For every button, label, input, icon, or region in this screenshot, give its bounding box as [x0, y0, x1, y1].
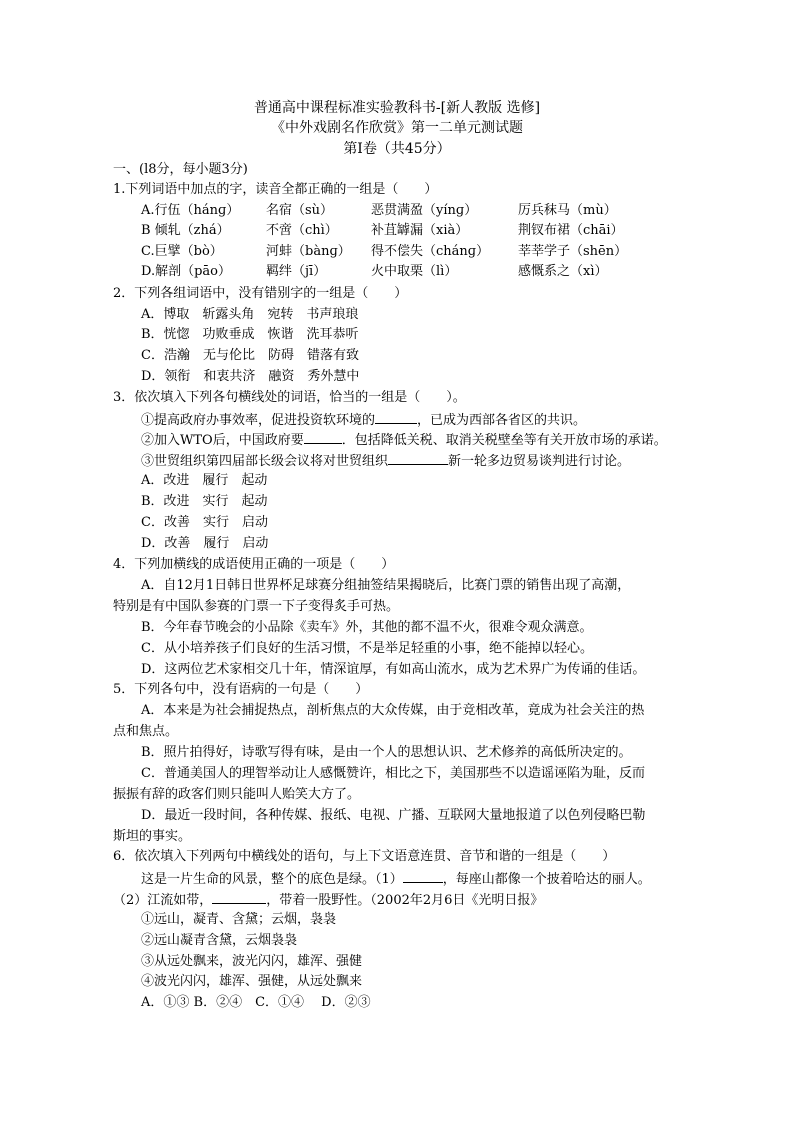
- q4-option-d: D．这两位艺术家相交几十年，情深谊厚，有如高山流水，成为艺术界广为传诵的佳话。: [141, 662, 646, 677]
- volume-title: 第Ⅰ卷（共45分）: [343, 141, 451, 157]
- q3-s2-text-before: ②加入WTO后，中国政府要: [141, 433, 304, 448]
- q3-option-b: B．改进 实行 起动: [141, 494, 268, 509]
- q1-option-c-2: 河蚌（bànɡ）: [266, 244, 351, 259]
- q3-option-c: C．改善 实行 启动: [141, 515, 268, 530]
- q1-option-d-3: 火中取栗（lì）: [371, 264, 458, 279]
- q2-option-a: A．博取 斩露头角 宛转 书声琅琅: [141, 307, 359, 322]
- q3-s2-text-after: ．包括降低关税、取消关税壁垒等有关开放市场的承诺。: [341, 433, 667, 448]
- q1-option-b-1: B 倾轧（zhá）: [141, 223, 230, 238]
- q1-option-c-4: 莘莘学子（shēn）: [518, 244, 628, 259]
- q3-s3-text-after: 新一轮多边贸易谈判进行讨论。: [448, 454, 631, 469]
- q4-option-a-line1: A．自12月1日韩日世界杯足球赛分组抽签结果揭晓后，比赛门票的销售出现了高潮，: [141, 578, 631, 593]
- section-heading: 一、(l8分，每小题3分): [113, 162, 248, 177]
- q1-option-a-4: 厉兵秣马（mù）: [518, 203, 617, 218]
- q5-stem: 5．下列各句中，没有语病的一句是（ ）: [113, 682, 369, 697]
- q3-s1-text-after: ，已成为西部各省区的共识。: [417, 413, 587, 428]
- q6-item-1: ①远山，凝青、含黛；云烟，袅袅: [141, 912, 337, 927]
- q2-option-b: B．恍惚 功败垂成 恢谐 洗耳恭听: [141, 327, 359, 342]
- q6-p2-text-before: （2）江流如带，: [113, 893, 213, 908]
- q6-p1-text-before: 这是一片生命的风景，整个的底色是绿。（1）: [141, 872, 403, 887]
- q3-s1-blank: [375, 409, 417, 424]
- q6-passage-line2: [113, 889, 543, 911]
- q6-p1-text-after: ，每座山都像一个披着哈达的丽人。: [442, 872, 651, 887]
- q5-option-a-line1: A．本来是为社会捕捉热点，剖析焦点的大众传媒，由于竞相改革，竟成为社会关注的热: [141, 703, 645, 718]
- q4-stem: 4．下列加横线的成语使用正确的一项是（ ）: [113, 557, 395, 572]
- q6-answer-options: A．①③ B．②④ C．①④ D．②③: [141, 995, 371, 1010]
- q5-option-c-line2: 振振有辞的政客们则只能叫人贻笑大方了。: [113, 787, 361, 802]
- q5-option-b: B．照片拍得好，诗歌写得有味，是由一个人的思想认识、艺术修养的高低所决定的。: [141, 745, 632, 760]
- q1-option-b-3: 补苴罅漏（xià）: [371, 223, 469, 238]
- q2-option-d: D．领衔 和衷共济 融资 秀外慧中: [141, 369, 360, 384]
- q1-option-b-4: 荆钗布裙（chāi）: [518, 223, 624, 238]
- q4-option-a-line2: 特别是有中国队参赛的门票一下子变得炙手可热。: [113, 599, 400, 614]
- q3-s3-blank: [388, 450, 448, 465]
- q6-passage-line1: [141, 868, 651, 890]
- q6-blank-2: [212, 889, 266, 904]
- q3-s2-blank: [304, 429, 342, 444]
- q5-option-c-line1: C．普通美国人的理智举动让人感慨赞许，相比之下，美国那些不以造谣诬陷为耻，反而: [141, 766, 645, 781]
- q4-option-b: B．今年春节晚会的小品除《卖车》外，其他的都不温不火，很难令观众满意。: [141, 620, 593, 635]
- q1-option-b-2: 不啻（chì）: [266, 223, 338, 238]
- q2-option-c: C．浩瀚 无与伦比 防碍 错落有致: [141, 348, 359, 363]
- q1-option-d-1: D.解剖（pāo）: [141, 264, 231, 279]
- q1-stem: 1.下列词语中加点的字，读音全都正确的一组是（ ）: [113, 182, 438, 197]
- q3-s3-text-before: ③世贸组织第四届部长级会议将对世贸组织: [141, 454, 389, 469]
- q1-option-c-1: C.巨擘（bò）: [141, 244, 223, 259]
- q1-option-a-2: 名宿（sù）: [266, 203, 334, 218]
- q5-option-d-line1: D．最近一段时间，各种传媒、报纸、电视、广播、互联网大量地报道了以色列侵略巴勒: [141, 808, 646, 823]
- q1-option-c-3: 得不偿失（chánɡ）: [371, 244, 490, 259]
- q6-p2-text-after: ，带着一股野性。（2002年2月6日《光明日报》: [266, 893, 544, 908]
- q3-sentence-3: [141, 450, 630, 472]
- q1-option-d-4: 感慨系之（xì）: [518, 264, 608, 279]
- q6-item-3: ③从远处飘来，波光闪闪，雄浑、强健: [141, 954, 363, 969]
- q3-option-d: D．改善 履行 启动: [141, 536, 269, 551]
- q3-stem: 3．依次填入下列各句横线处的词语，恰当的一组是（ ）。: [113, 390, 466, 405]
- q4-option-c: C．从小培养孩子们良好的生活习惯，不是举足轻重的小事，绝不能掉以轻心。: [141, 641, 593, 656]
- q3-sentence-2: [141, 429, 667, 451]
- series-title: 普通高中课程标准实验教科书-[新人教版 选修]: [253, 100, 541, 116]
- q5-option-a-line2: 点和焦点。: [113, 724, 179, 739]
- q1-option-d-2: 羁绊（jī）: [266, 264, 327, 279]
- q2-stem: 2．下列各组词语中，没有错别字的一组是（ ）: [113, 286, 408, 301]
- q1-option-a-3: 恶贯满盈（yínɡ）: [371, 203, 478, 218]
- q6-blank-1: [403, 868, 443, 883]
- q1-option-a-1: A.行伍（hánɡ）: [141, 203, 240, 218]
- exam-title: 《中外戏剧名作欣赏》第一二单元测试题: [271, 120, 523, 136]
- q3-s1-text-before: ①提高政府办事效率，促进投资软环境的: [141, 413, 376, 428]
- q5-option-d-line2: 斯坦的事实。: [113, 829, 192, 844]
- q6-item-2: ②远山凝青含黛，云烟袅袅: [141, 933, 298, 948]
- q6-item-4: ④波光闪闪，雄浑、强健，从远处飘来: [141, 974, 363, 989]
- q3-sentence-1: [141, 409, 586, 431]
- q3-option-a: A．改进 履行 起动: [141, 473, 268, 488]
- q6-stem: 6．依次填入下列两句中横线处的语句，与上下文语意连贯、音节和谐的一组是（ ）: [113, 849, 616, 864]
